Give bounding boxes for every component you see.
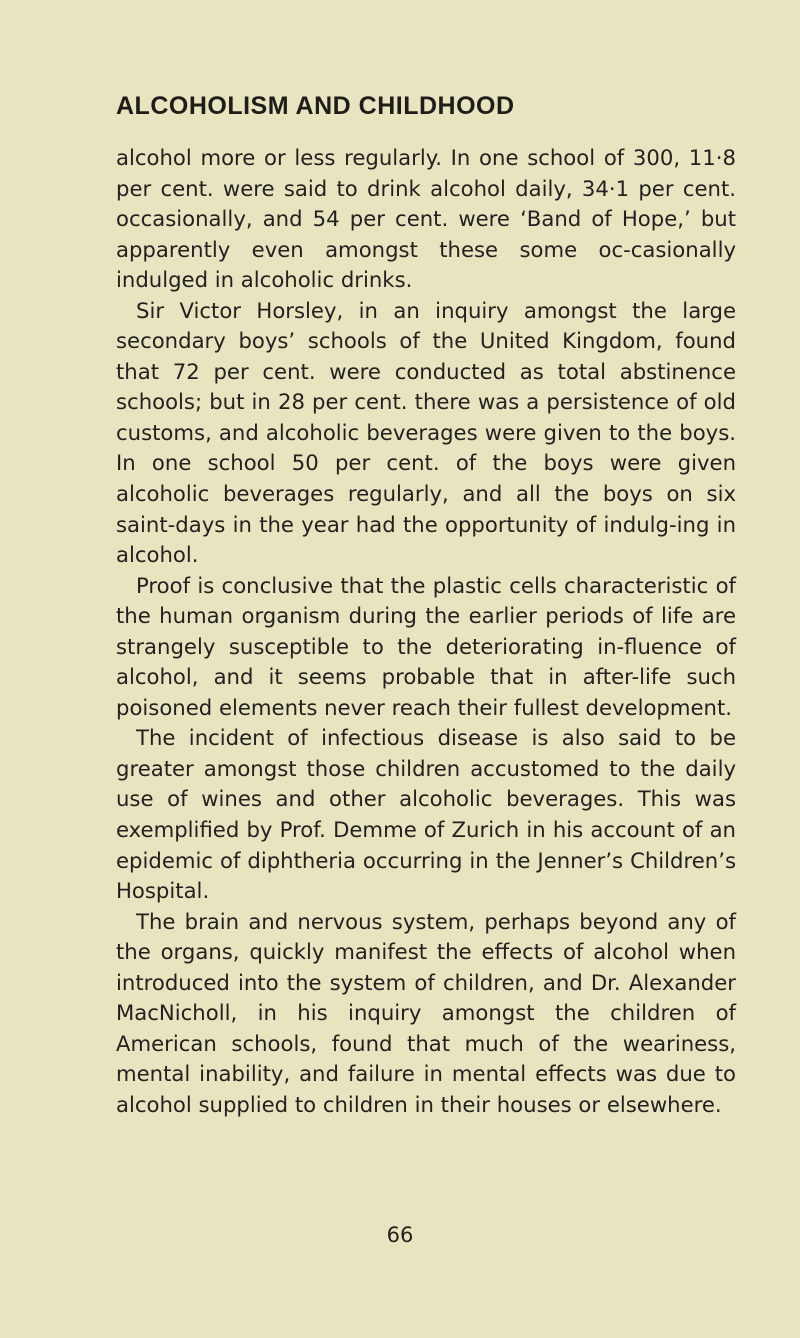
paragraph: The incident of infectious disease is also said to be greater amongst those children accustomed to the daily use of wines and other alcoholic beverages. This was exemplified by Prof. Demme of Zurich in his account of an epidemic of diphtheria occurring in the Jenner’s Children’s Hospital. (116, 725, 736, 904)
body-text (116, 143, 736, 1121)
paragraph: The brain and nervous system, perhaps beyond any of the organs, quickly manifest the effects of alcohol when introduced into the system of children, and Dr. Alexander MacNicholl, in his inquiry amongst the children of American schools, found that much of the weariness, mental inability, and failure in mental effects was due to alcohol supplied to children in their houses or elsewhere. (116, 908, 736, 1117)
paragraph: alcohol more or less regularly. In one school of 300, 11·8 per cent. were said to drink alcohol daily, 34·1 per cent. occasionally, and 54 per cent. were ‘Band of Hope,’ but apparently even amongst these some oc-casionally indulged in alcoholic drinks. (116, 145, 736, 293)
paragraph: Proof is conclusive that the plastic cells characteristic of the human organism during the earlier periods of life are strangely susceptible to the deteriorating in-fluence of alcohol, and it seems probable that in after-life such poisoned elements never reach their fullest development. (116, 572, 736, 720)
running-title: ALCOHOLISM AND CHILDHOOD (116, 92, 515, 120)
paragraph: Sir Victor Horsley, in an inquiry amongst the large secondary boys’ schools of the United Kingdom, found that 72 per cent. were conducted as total abstinence schools; but in 28 per cent. there was a persistence of old customs, and alcoholic beverages were given to the boys. In one school 50 per cent. of the boys were given alcoholic beverages regularly, and all the boys on six saint-days in the year had the opportunity of indulg-ing in alcohol. (116, 297, 736, 568)
page-number: 66 (386, 1223, 414, 1247)
